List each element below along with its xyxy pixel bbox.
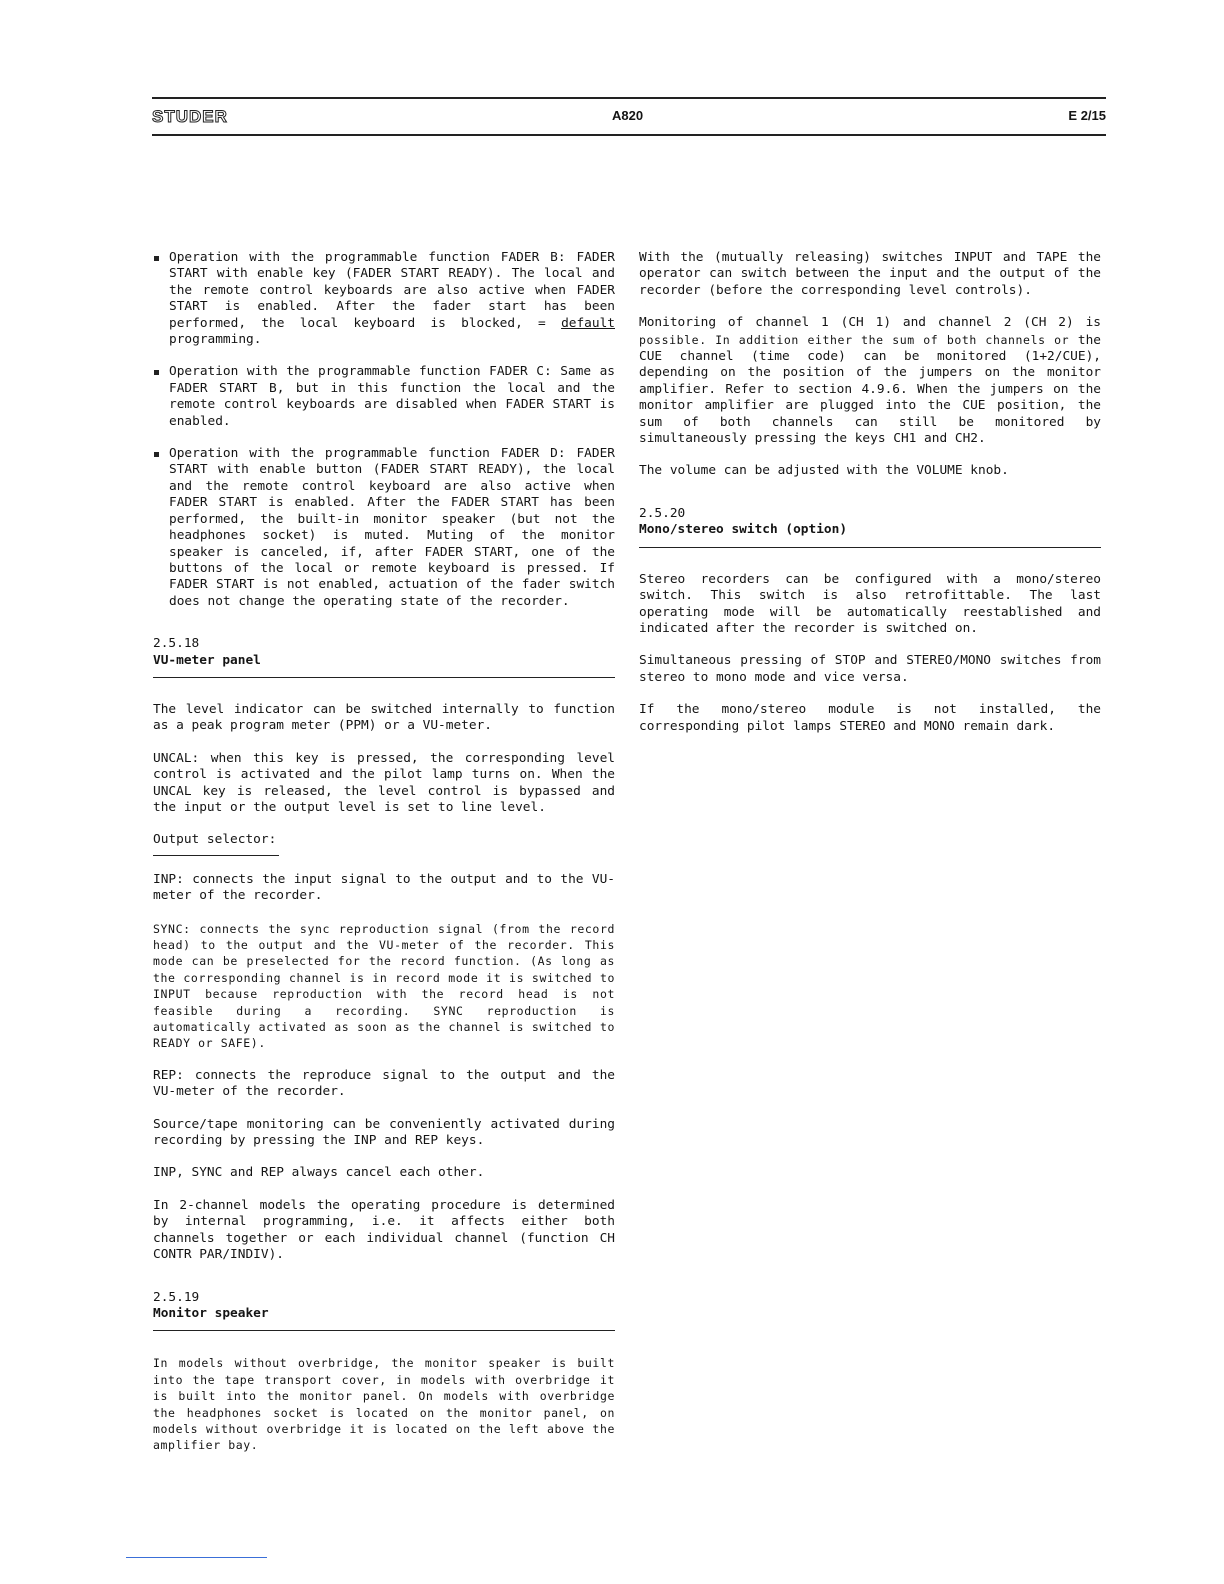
section-title: VU-meter panel (153, 652, 261, 668)
paragraph-uncal: UNCAL: when this key is pressed, the corresponding level control is activated and the pilot lamp turns on. When the UNCAL key is released, the level control is bypassed and the input or the output level is set to line level. (153, 750, 615, 815)
bullet-fader-b (153, 250, 615, 348)
section-rule (639, 547, 1101, 548)
monitoring-rest: the CUE channel (time code) can be monitored (1+2/CUE), depending on the position of the jumpers on the monitor amplifier. Refer to section 4.9.6. When the jumpers on the monitor amplifier are plugged into the CUE position, the sum of both channels can still be monitored by simultaneously pressing the keys CH1 and CH2. (639, 332, 1101, 447)
output-selector-heading: Output selector: (153, 832, 279, 855)
header-top-rule (152, 97, 1106, 99)
paragraph-input-tape-switches: With the (mutually releasing) switches INPUT and TAPE the operator can switch between the input and the output of the recorder (before the corresponding level controls). (639, 250, 1101, 298)
right-column (639, 250, 1101, 751)
paragraph-level-indicator: The level indicator can be switched internally to function as a peak program meter (PPM) or a VU-meter. (153, 701, 615, 734)
paragraph-sync: SYNC: connects the sync reproduction signal (from the record head) to the output and the VU-meter of the recorder. This mode can be preselected for the record function. (As long as the corresponding channel is in record mode it is switched to INPUT because reproduction with the record head is not feasible during a recording. SYNC reproduction is automatically activated as soon as the channel is switched to READY or SAFE). (153, 921, 615, 1051)
section-rule (153, 1330, 615, 1331)
section-2-5-19-heading (153, 1290, 615, 1323)
section-2-5-20-heading (639, 506, 1101, 539)
section-number: 2.5.20 (639, 505, 686, 521)
paragraph-inp: INP: connects the input signal to the output and to the VU-meter of the recorder. (153, 871, 615, 904)
paragraph-monitor-speaker: In models without overbridge, the monitor speaker is built into the tape transport cover, in models with overbridge it is built into the monitor panel. On models with overbridge the headphones socket is located on the monitor panel, on models without overbridge it is located on the left above the amplifier bay. (153, 1356, 615, 1453)
footer-link-underline (126, 1557, 267, 1558)
default-term: default (561, 315, 615, 331)
bullet-fader-c: Operation with the programmable function FADER C: Same as FADER START B, but in this function the local and the remote control keyboards are disabled when FADER START is enabled. (153, 364, 615, 430)
section-title: Monitor speaker (153, 1305, 269, 1321)
paragraph-rep: REP: connects the reproduce signal to the output and the VU-meter of the recorder. (153, 1067, 615, 1100)
paragraph-cancel: INP, SYNC and REP always cancel each other. (153, 1165, 485, 1181)
section-title: Mono/stereo switch (option) (639, 522, 848, 538)
paragraph-not-installed: If the mono/stereo module is not installed, the corresponding pilot lamps STEREO and MONO remain dark. (639, 702, 1101, 734)
section-number: 2.5.18 (153, 636, 200, 652)
monitoring-line-1: Monitoring of channel 1 (CH 1) and channel 2 (CH 2) is (639, 315, 1101, 331)
page-number: E 2/15 (1068, 108, 1106, 123)
brand-logo: STUDER (152, 107, 228, 126)
section-rule (153, 677, 615, 678)
monitoring-line-2: possible. In addition either the sum of both channels or (639, 332, 1070, 347)
paragraph-source-tape: Source/tape monitoring can be conveniently activated during recording by pressing the INP and REP keys. (153, 1116, 615, 1149)
model-label: A820 (612, 108, 644, 123)
bullet-fader-d: Operation with the programmable function FADER D: FADER START with enable button (FADER START READY), the local and the remote control keyboard are also active when FADER START is enabled. After the FADER START has been performed, the built-in monitor speaker (but not the headphones socket) is muted. Muting of the monitor speaker is canceled, if, after FADER START, one of the buttons of the local or remote keyboard is pressed. If FADER START is not enabled, actuation of the fader switch does not change the operating state of the recorder. (153, 446, 615, 610)
bullet-fader-b-text: Operation with the programmable function FADER B: FADER START with enable key (FADER START READY). The local and the remote control keyboards are also active when FADER START is enabled. After the fader start has been performed, the local keyboard is blocked, = (169, 250, 615, 331)
paragraph-volume: The volume can be adjusted with the VOLUME knob. (639, 463, 1009, 479)
paragraph-stereo-recorders: Stereo recorders can be configured with a mono/stereo switch. This switch is also retrofittable. The last operating mode will be automatically reestablished and indicated after the recorder is switched on. (639, 571, 1101, 636)
paragraph-simultaneous: Simultaneous pressing of STOP and STEREO/MONO switches from stereo to mono mode and vice versa. (639, 653, 1101, 685)
left-column (153, 250, 615, 1470)
bullet-fader-b-tail: programming. (169, 332, 262, 348)
section-number: 2.5.19 (153, 1289, 200, 1305)
paragraph-2-channel: In 2-channel models the operating procedure is determined by internal programming, i.e. it affects either both channels together or each individual channel (function CH CONTR PAR/INDIV). (153, 1197, 615, 1263)
paragraph-monitoring (639, 315, 1101, 447)
section-2-5-18-heading (153, 636, 615, 669)
header-bottom-rule (152, 134, 1106, 136)
